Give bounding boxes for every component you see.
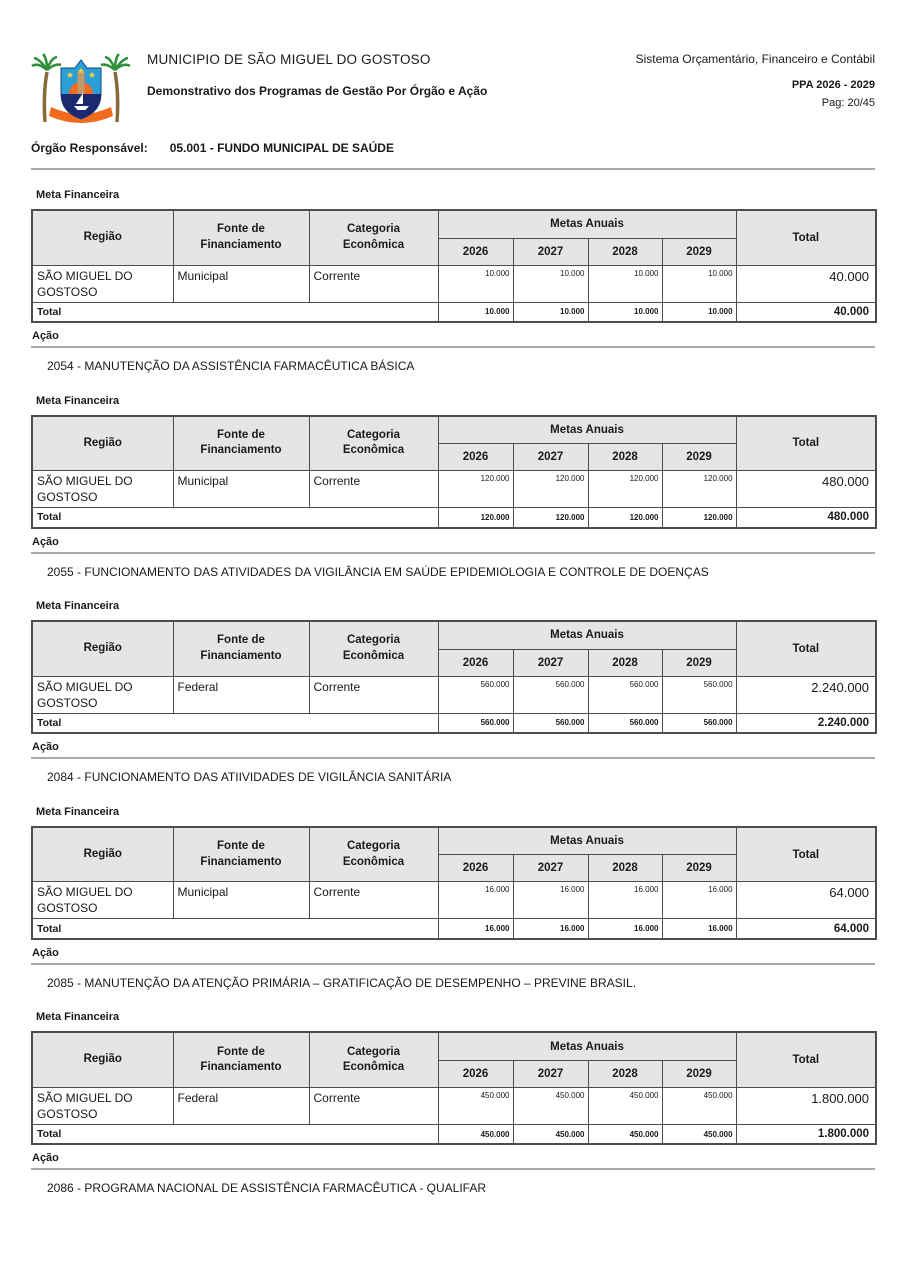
cell-categoria: Corrente <box>309 471 438 508</box>
year-total-value: 10.000 <box>513 302 588 322</box>
col-header-fonte-label: Fonte de Financiamento <box>200 428 282 457</box>
meta-financeira-table <box>31 620 877 734</box>
acao-label: Ação <box>32 1152 59 1165</box>
table-row <box>32 676 876 713</box>
cell-categoria: Corrente <box>309 676 438 713</box>
acao-divider <box>31 757 875 759</box>
meta-financeira-label: Meta Financeira <box>36 805 120 818</box>
meta-financeira-table <box>31 415 877 529</box>
year-header: 2029 <box>662 649 736 676</box>
cell-regiao: SÃO MIGUEL DO GOSTOSO <box>32 471 173 508</box>
row-total-value: 480.000 <box>736 471 876 508</box>
year-value: 16.000 <box>662 882 736 919</box>
year-total-value: 16.000 <box>438 919 513 939</box>
col-header-categoria-label: Categoria Econômica <box>342 634 405 662</box>
col-header-categoria <box>309 1032 438 1087</box>
col-header-regiao <box>32 621 173 676</box>
total-row <box>32 919 876 939</box>
col-header-regiao-label: Região <box>83 1053 122 1066</box>
col-header-categoria <box>309 621 438 676</box>
year-total-value: 120.000 <box>438 508 513 528</box>
acao-title: 2055 - FUNCIONAMENTO DAS ATIVIDADES DA VIGILÂNCIA EM SAÚDE EPIDEMIOLOGIA E CONTROLE DE DOENÇAS <box>47 564 709 579</box>
year-total-value: 560.000 <box>662 713 736 733</box>
meta-financeira-table <box>31 1031 877 1145</box>
page-indicator: Pag: 20/45 <box>821 97 875 109</box>
year-total-value: 560.000 <box>438 713 513 733</box>
acao-label: Ação <box>32 330 59 342</box>
col-header-total: Total <box>736 210 876 265</box>
col-header-fonte <box>173 621 309 676</box>
year-header: 2029 <box>662 238 736 265</box>
col-header-categoria <box>309 210 438 265</box>
year-header: 2028 <box>588 238 662 265</box>
cell-fonte: Municipal <box>173 882 309 919</box>
cell-regiao: SÃO MIGUEL DO GOSTOSO <box>32 882 173 919</box>
meta-financeira-label: Meta Financeira <box>36 600 120 613</box>
grand-total-value: 2.240.000 <box>736 713 876 733</box>
year-total-value: 560.000 <box>588 713 662 733</box>
year-header: 2027 <box>513 238 588 265</box>
action-section <box>31 600 875 787</box>
grand-total-value: 480.000 <box>736 508 876 528</box>
acao-label: Ação <box>32 946 59 959</box>
year-value: 120.000 <box>438 471 513 508</box>
year-total-value: 10.000 <box>588 302 662 322</box>
cell-fonte: Municipal <box>173 471 309 508</box>
col-header-categoria <box>309 416 438 471</box>
cell-regiao: SÃO MIGUEL DO GOSTOSO <box>32 676 173 713</box>
year-value: 120.000 <box>513 471 588 508</box>
total-row <box>32 302 876 322</box>
year-total-value: 450.000 <box>438 1124 513 1144</box>
total-row <box>32 713 876 733</box>
col-header-fonte-label: Fonte de Financiamento <box>200 1045 282 1074</box>
row-total-value: 1.800.000 <box>736 1087 876 1124</box>
year-header: 2027 <box>513 855 588 882</box>
year-total-value: 10.000 <box>662 302 736 322</box>
grand-total-value: 40.000 <box>736 302 876 322</box>
col-header-categoria-label: Categoria Econômica <box>342 428 405 457</box>
meta-financeira-label: Meta Financeira <box>36 394 120 407</box>
action-section <box>31 1011 875 1198</box>
year-total-value: 450.000 <box>662 1124 736 1144</box>
col-header-fonte <box>173 1032 309 1087</box>
col-header-regiao-label: Região <box>83 847 122 860</box>
year-total-value: 450.000 <box>588 1124 662 1144</box>
municipal-coat-of-arms-icon <box>31 42 131 130</box>
year-header: 2028 <box>588 1060 662 1087</box>
organ-label: Órgão Responsável: <box>31 141 148 155</box>
year-value: 120.000 <box>588 471 662 508</box>
total-row <box>32 1124 876 1144</box>
cell-fonte: Municipal <box>173 265 309 302</box>
year-value: 16.000 <box>438 882 513 919</box>
total-row-label: Total <box>32 713 438 733</box>
report-header <box>31 0 875 130</box>
acao-title: 2085 - MANUTENÇÃO DA ATENÇÃO PRIMÁRIA – GRATIFICAÇÃO DE DESEMPENHO – PREVINE BRASIL. <box>47 975 637 990</box>
cell-regiao: SÃO MIGUEL DO GOSTOSO <box>32 1087 173 1124</box>
year-value: 10.000 <box>438 265 513 302</box>
year-header: 2026 <box>438 1060 513 1087</box>
year-value: 560.000 <box>662 676 736 713</box>
year-total-value: 16.000 <box>662 919 736 939</box>
action-section <box>31 189 875 376</box>
col-header-regiao-label: Região <box>83 230 122 243</box>
year-value: 560.000 <box>588 676 662 713</box>
col-header-fonte-label: Fonte de Financiamento <box>200 840 282 868</box>
cell-regiao: SÃO MIGUEL DO GOSTOSO <box>32 265 173 302</box>
total-row-label: Total <box>32 302 438 322</box>
action-section <box>31 806 875 993</box>
acao-divider <box>31 552 875 554</box>
col-header-total: Total <box>736 416 876 471</box>
col-header-metas-anuais: Metas Anuais <box>438 621 736 649</box>
year-header: 2026 <box>438 444 513 471</box>
year-total-value: 560.000 <box>513 713 588 733</box>
system-name: Sistema Orçamentário, Financeiro e Contábil <box>635 52 875 66</box>
grand-total-value: 64.000 <box>736 919 876 939</box>
year-value: 560.000 <box>438 676 513 713</box>
col-header-regiao <box>32 827 173 882</box>
year-header: 2028 <box>588 649 662 676</box>
col-header-categoria-label: Categoria Econômica <box>342 223 405 251</box>
year-value: 450.000 <box>662 1087 736 1124</box>
col-header-fonte <box>173 827 309 882</box>
col-header-metas-anuais: Metas Anuais <box>438 827 736 855</box>
cell-categoria: Corrente <box>309 882 438 919</box>
year-value: 450.000 <box>588 1087 662 1124</box>
acao-divider <box>31 963 875 965</box>
col-header-metas-anuais: Metas Anuais <box>438 416 736 444</box>
year-header: 2027 <box>513 444 588 471</box>
acao-label: Ação <box>32 741 59 754</box>
meta-financeira-table <box>31 826 877 940</box>
row-total-value: 2.240.000 <box>736 676 876 713</box>
year-value: 560.000 <box>513 676 588 713</box>
acao-divider <box>31 1168 875 1170</box>
grand-total-value: 1.800.000 <box>736 1124 876 1144</box>
organ-value: 05.001 - FUNDO MUNICIPAL DE SAÚDE <box>169 141 394 155</box>
year-value: 120.000 <box>662 471 736 508</box>
table-row <box>32 265 876 302</box>
action-section <box>31 395 875 582</box>
year-value: 450.000 <box>438 1087 513 1124</box>
acao-title: 2086 - PROGRAMA NACIONAL DE ASSISTÊNCIA FARMACÊUTICA - QUALIFAR <box>47 1181 487 1196</box>
table-row <box>32 471 876 508</box>
year-value: 10.000 <box>662 265 736 302</box>
cell-fonte: Federal <box>173 1087 309 1124</box>
col-header-total: Total <box>736 1032 876 1087</box>
cell-categoria: Corrente <box>309 1087 438 1124</box>
acao-title: 2054 - MANUTENÇÃO DA ASSISTÊNCIA FARMACÊUTICA BÁSICA <box>47 359 415 373</box>
row-total-value: 64.000 <box>736 882 876 919</box>
year-header: 2027 <box>513 1060 588 1087</box>
col-header-metas-anuais: Metas Anuais <box>438 1032 736 1060</box>
municipality-name: MUNICIPIO DE SÃO MIGUEL DO GOSTOSO <box>147 52 431 67</box>
col-header-regiao <box>32 416 173 471</box>
year-value: 16.000 <box>588 882 662 919</box>
year-header: 2029 <box>662 1060 736 1087</box>
year-total-value: 120.000 <box>588 508 662 528</box>
report-title: Demonstrativo dos Programas de Gestão Por Órgão e Ação <box>147 84 488 98</box>
year-header: 2026 <box>438 238 513 265</box>
col-header-regiao <box>32 1032 173 1087</box>
col-header-fonte <box>173 416 309 471</box>
table-row <box>32 882 876 919</box>
year-total-value: 16.000 <box>588 919 662 939</box>
col-header-total: Total <box>736 621 876 676</box>
sections-container <box>31 189 875 1198</box>
organ-row <box>31 141 875 155</box>
col-header-fonte-label: Fonte de Financiamento <box>200 223 282 251</box>
year-value: 450.000 <box>513 1087 588 1124</box>
total-row-label: Total <box>32 919 438 939</box>
meta-financeira-label: Meta Financeira <box>36 189 120 201</box>
col-header-categoria-label: Categoria Econômica <box>342 1045 405 1074</box>
total-row-label: Total <box>32 1124 438 1144</box>
col-header-total: Total <box>736 827 876 882</box>
year-total-value: 120.000 <box>513 508 588 528</box>
year-total-value: 120.000 <box>662 508 736 528</box>
col-header-fonte-label: Fonte de Financiamento <box>200 634 282 662</box>
col-header-metas-anuais: Metas Anuais <box>438 210 736 238</box>
year-header: 2029 <box>662 444 736 471</box>
section-divider <box>31 168 875 170</box>
year-header: 2026 <box>438 855 513 882</box>
row-total-value: 40.000 <box>736 265 876 302</box>
acao-divider <box>31 346 875 348</box>
col-header-categoria <box>309 827 438 882</box>
table-row <box>32 1087 876 1124</box>
acao-label: Ação <box>32 535 59 548</box>
year-total-value: 450.000 <box>513 1124 588 1144</box>
col-header-regiao <box>32 210 173 265</box>
header-titles <box>147 42 487 98</box>
acao-title: 2084 - FUNCIONAMENTO DAS ATIIVIDADES DE VIGILÂNCIA SANITÁRIA <box>47 770 452 785</box>
year-total-value: 10.000 <box>438 302 513 322</box>
total-row <box>32 508 876 528</box>
year-header: 2028 <box>588 444 662 471</box>
year-total-value: 16.000 <box>513 919 588 939</box>
meta-financeira-table <box>31 209 877 323</box>
year-header: 2026 <box>438 649 513 676</box>
total-row-label: Total <box>32 508 438 528</box>
year-header: 2028 <box>588 855 662 882</box>
col-header-regiao-label: Região <box>83 436 122 449</box>
year-header: 2027 <box>513 649 588 676</box>
year-value: 10.000 <box>513 265 588 302</box>
ppa-period: PPA 2026 - 2029 <box>791 79 875 91</box>
cell-categoria: Corrente <box>309 265 438 302</box>
col-header-categoria-label: Categoria Econômica <box>342 840 405 868</box>
year-value: 10.000 <box>588 265 662 302</box>
col-header-fonte <box>173 210 309 265</box>
year-header: 2029 <box>662 855 736 882</box>
meta-financeira-label: Meta Financeira <box>36 1011 120 1024</box>
cell-fonte: Federal <box>173 676 309 713</box>
year-value: 16.000 <box>513 882 588 919</box>
header-meta <box>636 42 875 109</box>
col-header-regiao-label: Região <box>83 642 122 655</box>
